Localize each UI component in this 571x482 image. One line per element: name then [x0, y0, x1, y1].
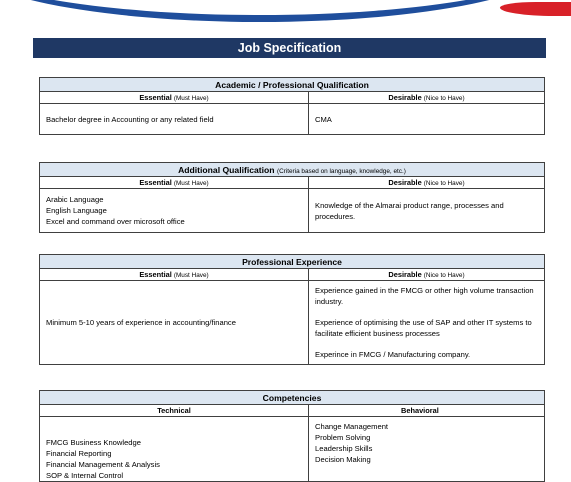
list-item: Experince in FMCG / Manufacturing company.	[315, 350, 471, 359]
column-header-behavioral: Behavioral	[309, 405, 545, 417]
list-item: Change Management	[315, 422, 389, 431]
column-header-essential: Essential (Must Have)	[40, 177, 309, 189]
essential-cell: Bachelor degree in Accounting or any related field	[40, 104, 309, 135]
additional-qualification-table	[39, 162, 545, 233]
column-header-technical: Technical	[40, 405, 309, 417]
list-item: Financial Management & Analysis	[46, 460, 160, 469]
header-blue-swoosh	[0, 0, 560, 22]
section-heading: Professional Experience	[40, 255, 545, 269]
desirable-cell: CMA	[309, 104, 545, 135]
column-header-essential: Essential (Must Have)	[40, 92, 309, 104]
list-item: Arabic Language	[46, 195, 104, 204]
desirable-cell: Knowledge of the Almarai product range, processes and procedures.	[309, 189, 545, 233]
list-item: SOP & Internal Control	[46, 471, 124, 480]
essential-cell: Minimum 5-10 years of experience in accounting/finance	[40, 281, 309, 365]
page-title: Job Specification	[33, 38, 546, 58]
section-heading: Additional Qualification (Criteria based on language, knowledge, etc.)	[40, 163, 545, 177]
competencies-table	[39, 390, 545, 482]
column-header-desirable: Desirable (Nice to Have)	[309, 92, 545, 104]
list-item: Decision Making	[315, 455, 371, 464]
technical-cell	[40, 417, 309, 482]
behavioral-cell	[309, 417, 545, 482]
section-heading: Competencies	[40, 391, 545, 405]
list-item: Problem Solving	[315, 433, 371, 442]
list-item: Experience gained in the FMCG or other high volume transaction industry.	[315, 286, 534, 306]
list-item: Excel and command over microsoft office	[46, 217, 185, 226]
column-header-desirable: Desirable (Nice to Have)	[309, 177, 545, 189]
list-item: English Language	[46, 206, 107, 215]
column-header-desirable: Desirable (Nice to Have)	[309, 269, 545, 281]
essential-cell	[40, 189, 309, 233]
list-item: Leadership Skills	[315, 444, 373, 453]
desirable-cell	[309, 281, 545, 365]
academic-qualification-table	[39, 77, 545, 135]
list-item: Experience of optimising the use of SAP and other IT systems to facilitate efficient business processes	[315, 318, 532, 338]
professional-experience-table	[39, 254, 545, 365]
list-item: Financial Reporting	[46, 449, 112, 458]
header-decoration	[0, 0, 571, 22]
list-item: FMCG Business Knowledge	[46, 438, 141, 447]
header-red-swoosh	[500, 2, 571, 16]
column-header-essential: Essential (Must Have)	[40, 269, 309, 281]
section-heading: Academic / Professional Qualification	[40, 78, 545, 92]
